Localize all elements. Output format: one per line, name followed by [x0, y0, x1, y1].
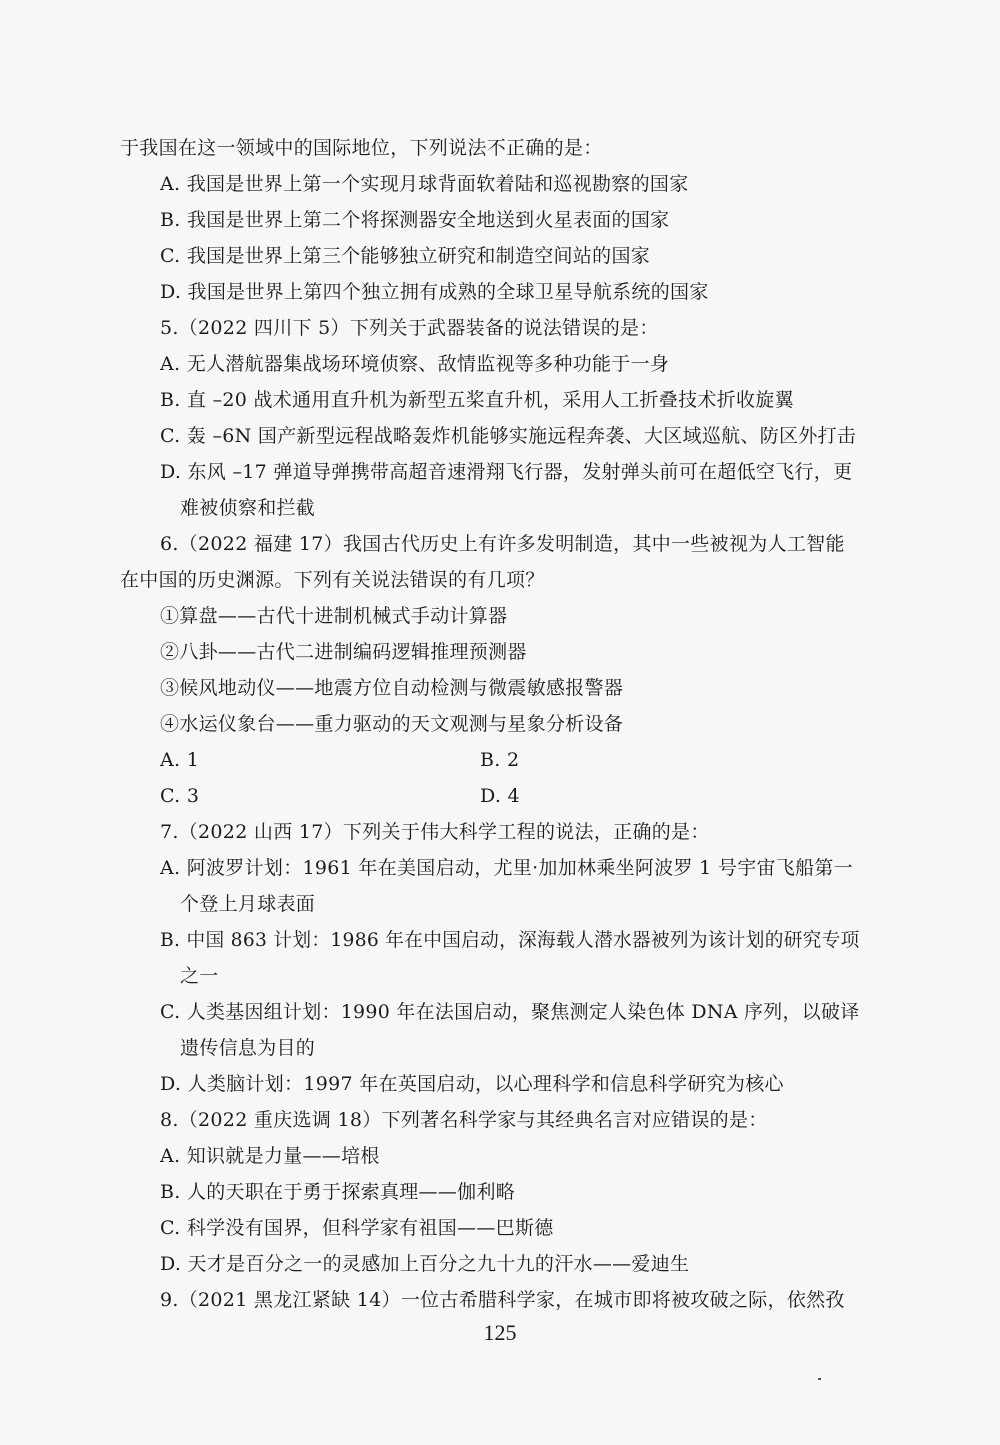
option-c: C. 轰 –6N 国产新型远程战略轰炸机能够实施远程奔袭、大区域巡航、防区外打击: [160, 425, 857, 447]
option-d: D. 4: [480, 785, 520, 807]
option-b: B. 人的天职在于勇于探索真理——伽利略: [160, 1181, 516, 1203]
option-a: A. 无人潜航器集战场环境侦察、敌情监视等多种功能于一身: [160, 353, 670, 375]
option-a: A. 知识就是力量——培根: [160, 1145, 380, 1167]
option-a: A. 1: [160, 749, 200, 771]
option-c: C. 科学没有国界，但科学家有祖国——巴斯德: [160, 1217, 554, 1239]
option-a-continued: 个登上月球表面: [180, 893, 316, 915]
option-d: D. 人类脑计划：1997 年在英国启动，以心理科学和信息科学研究为核心: [160, 1073, 784, 1095]
question-8: 8.（2022 重庆选调 18）下列著名科学家与其经典名言对应错误的是：: [160, 1109, 768, 1131]
option-d: D. 我国是世界上第四个独立拥有成熟的全球卫星导航系统的国家: [160, 281, 709, 303]
option-b-continued: 之一: [180, 965, 219, 987]
option-b: B. 直 –20 战术通用直升机为新型五桨直升机，采用人工折叠技术折收旋翼: [160, 389, 794, 411]
text-line: 于我国在这一领域中的国际地位，下列说法不正确的是：: [120, 137, 603, 159]
question-6-continued: 在中国的历史渊源。下列有关说法错误的有几项？: [120, 569, 545, 591]
statement-1: ①算盘——古代十进制机械式手动计算器: [160, 605, 508, 627]
option-c: C. 人类基因组计划：1990 年在法国启动，聚焦测定人染色体 DNA 序列，以破译: [160, 1001, 860, 1023]
option-c-continued: 遗传信息为目的: [180, 1037, 316, 1059]
page-number: 125: [483, 1320, 517, 1345]
option-a: A. 我国是世界上第一个实现月球背面软着陆和巡视勘察的国家: [160, 173, 689, 195]
statement-3: ③候风地动仪——地震方位自动检测与微震敏感报警器: [160, 677, 624, 699]
question-7: 7.（2022 山西 17）下列关于伟大科学工程的说法，正确的是：: [160, 821, 710, 843]
statement-4: ④水运仪象台——重力驱动的天文观测与星象分析设备: [160, 713, 624, 735]
question-5: 5.（2022 四川下 5）下列关于武器装备的说法错误的是：: [160, 317, 659, 339]
statement-2: ②八卦——古代二进制编码逻辑推理预测器: [160, 641, 527, 663]
option-d-continued: 难被侦察和拦截: [180, 497, 316, 519]
option-b: B. 中国 863 计划：1986 年在中国启动，深海载人潜水器被列为该计划的研究专项: [160, 929, 860, 951]
question-6: 6.（2022 福建 17）我国古代历史上有许多发明制造，其中一些被视为人工智能: [160, 533, 845, 555]
scan-speck: [818, 1378, 821, 1380]
option-a: A. 阿波罗计划：1961 年在美国启动，尤里·加加林乘坐阿波罗 1 号宇宙飞船第一: [160, 857, 854, 879]
option-d: D. 东风 –17 弹道导弹携带高超音速滑翔飞行器，发射弹头前可在超低空飞行，更: [160, 461, 853, 483]
option-c: C. 我国是世界上第三个能够独立研究和制造空间站的国家: [160, 245, 651, 267]
option-b: B. 我国是世界上第二个将探测器安全地送到火星表面的国家: [160, 209, 670, 231]
option-c: C. 3: [160, 785, 200, 807]
option-b: B. 2: [480, 749, 520, 771]
question-9: 9.（2021 黑龙江紧缺 14）一位古希腊科学家，在城市即将被攻破之际，依然孜: [160, 1289, 845, 1311]
option-d: D. 天才是百分之一的灵感加上百分之九十九的汗水——爱迪生: [160, 1253, 690, 1275]
